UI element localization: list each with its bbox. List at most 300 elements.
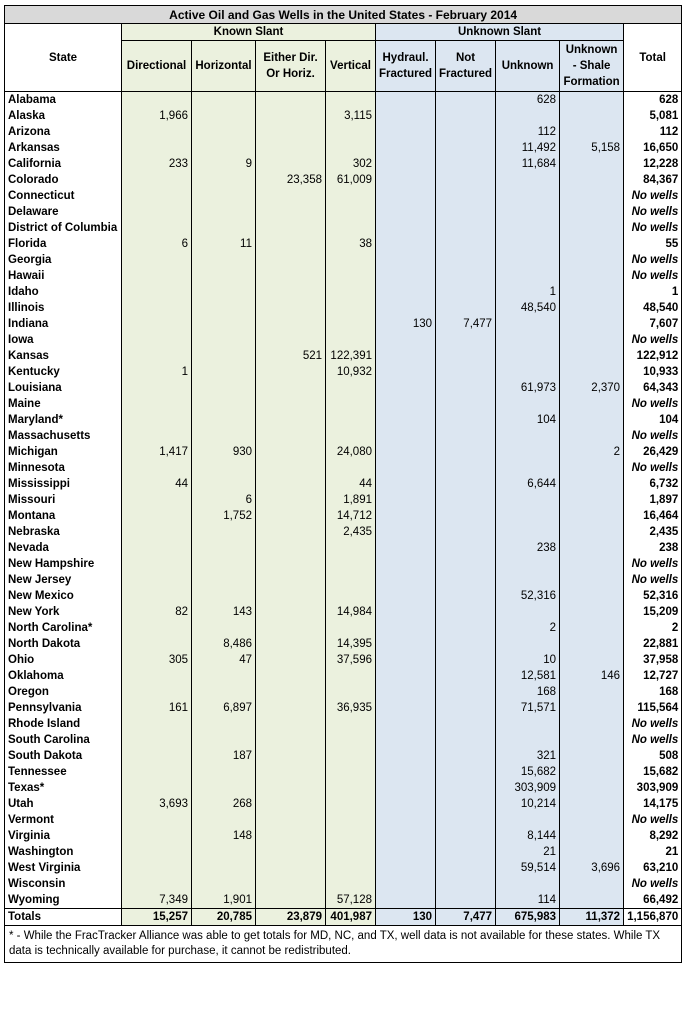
totals-row bbox=[5, 909, 682, 926]
value-cell bbox=[256, 700, 326, 716]
table-row bbox=[5, 332, 682, 348]
table-row bbox=[5, 220, 682, 236]
value-cell bbox=[326, 572, 376, 588]
value-cell bbox=[256, 428, 326, 444]
value-cell bbox=[376, 412, 436, 428]
value-cell bbox=[560, 220, 624, 236]
value-cell bbox=[256, 828, 326, 844]
value-cell bbox=[376, 332, 436, 348]
table-row bbox=[5, 300, 682, 316]
total-header: Total bbox=[624, 24, 682, 92]
value-cell bbox=[376, 140, 436, 156]
value-cell bbox=[436, 780, 496, 796]
table-row bbox=[5, 716, 682, 732]
total-cell: 7,477 bbox=[436, 909, 496, 926]
table-row bbox=[5, 636, 682, 652]
value-cell: 38 bbox=[326, 236, 376, 252]
table-row bbox=[5, 844, 682, 860]
table-row bbox=[5, 540, 682, 556]
row-total: 2 bbox=[624, 620, 682, 636]
row-total: 122,912 bbox=[624, 348, 682, 364]
state-name: Rhode Island bbox=[5, 716, 122, 732]
value-cell: 321 bbox=[496, 748, 560, 764]
table-row bbox=[5, 92, 682, 109]
table-row bbox=[5, 188, 682, 204]
value-cell bbox=[436, 444, 496, 460]
value-cell: 146 bbox=[560, 668, 624, 684]
value-cell bbox=[560, 476, 624, 492]
value-cell bbox=[376, 668, 436, 684]
value-cell: 521 bbox=[256, 348, 326, 364]
value-cell: 2 bbox=[560, 444, 624, 460]
value-cell bbox=[192, 844, 256, 860]
value-cell bbox=[560, 396, 624, 412]
state-name: Louisiana bbox=[5, 380, 122, 396]
value-cell bbox=[496, 460, 560, 476]
state-name: Washington bbox=[5, 844, 122, 860]
value-cell bbox=[256, 876, 326, 892]
row-total: 7,607 bbox=[624, 316, 682, 332]
value-cell bbox=[326, 588, 376, 604]
row-total: 84,367 bbox=[624, 172, 682, 188]
value-cell: 57,128 bbox=[326, 892, 376, 909]
value-cell bbox=[122, 812, 192, 828]
value-cell bbox=[560, 620, 624, 636]
value-cell bbox=[192, 860, 256, 876]
value-cell: 1,901 bbox=[192, 892, 256, 909]
table-row bbox=[5, 268, 682, 284]
value-cell bbox=[256, 268, 326, 284]
wells-table-container bbox=[4, 5, 682, 963]
value-cell bbox=[560, 508, 624, 524]
value-cell bbox=[560, 812, 624, 828]
state-name: Maine bbox=[5, 396, 122, 412]
value-cell: 3,115 bbox=[326, 108, 376, 124]
value-cell bbox=[560, 156, 624, 172]
value-cell bbox=[256, 652, 326, 668]
value-cell: 61,009 bbox=[326, 172, 376, 188]
row-total: 5,081 bbox=[624, 108, 682, 124]
value-cell bbox=[560, 876, 624, 892]
table-row bbox=[5, 524, 682, 540]
value-cell bbox=[376, 860, 436, 876]
value-cell bbox=[192, 332, 256, 348]
value-cell bbox=[122, 764, 192, 780]
value-cell bbox=[560, 556, 624, 572]
value-cell bbox=[326, 300, 376, 316]
value-cell bbox=[192, 380, 256, 396]
total-cell: 23,879 bbox=[256, 909, 326, 926]
value-cell bbox=[326, 204, 376, 220]
value-cell bbox=[496, 396, 560, 412]
value-cell: 8,144 bbox=[496, 828, 560, 844]
value-cell bbox=[436, 396, 496, 412]
value-cell bbox=[376, 380, 436, 396]
value-cell bbox=[376, 828, 436, 844]
value-cell bbox=[192, 588, 256, 604]
value-cell bbox=[122, 332, 192, 348]
value-cell bbox=[560, 268, 624, 284]
value-cell bbox=[496, 236, 560, 252]
value-cell bbox=[376, 236, 436, 252]
value-cell bbox=[496, 204, 560, 220]
value-cell bbox=[122, 348, 192, 364]
value-cell: 44 bbox=[326, 476, 376, 492]
value-cell bbox=[326, 268, 376, 284]
value-cell bbox=[192, 428, 256, 444]
value-cell bbox=[122, 588, 192, 604]
value-cell bbox=[122, 460, 192, 476]
value-cell bbox=[376, 252, 436, 268]
value-cell bbox=[376, 620, 436, 636]
col-hydraul-fractured: Hydraul. Fractured bbox=[376, 41, 436, 92]
table-row bbox=[5, 284, 682, 300]
value-cell bbox=[192, 716, 256, 732]
value-cell bbox=[560, 108, 624, 124]
value-cell bbox=[256, 572, 326, 588]
value-cell: 7,349 bbox=[122, 892, 192, 909]
value-cell bbox=[376, 284, 436, 300]
value-cell bbox=[560, 412, 624, 428]
value-cell bbox=[122, 828, 192, 844]
value-cell: 14,984 bbox=[326, 604, 376, 620]
table-row bbox=[5, 396, 682, 412]
row-total: No wells bbox=[624, 252, 682, 268]
value-cell bbox=[436, 700, 496, 716]
value-cell bbox=[192, 764, 256, 780]
value-cell bbox=[560, 604, 624, 620]
value-cell bbox=[496, 636, 560, 652]
value-cell bbox=[436, 588, 496, 604]
state-name: Nebraska bbox=[5, 524, 122, 540]
value-cell bbox=[326, 380, 376, 396]
value-cell bbox=[436, 236, 496, 252]
row-total: No wells bbox=[624, 876, 682, 892]
state-name: Minnesota bbox=[5, 460, 122, 476]
value-cell bbox=[326, 556, 376, 572]
state-name: Wyoming bbox=[5, 892, 122, 909]
row-total: 12,228 bbox=[624, 156, 682, 172]
value-cell bbox=[376, 892, 436, 909]
value-cell bbox=[256, 604, 326, 620]
state-name: Virginia bbox=[5, 828, 122, 844]
value-cell: 5,158 bbox=[560, 140, 624, 156]
state-name: North Dakota bbox=[5, 636, 122, 652]
value-cell bbox=[436, 604, 496, 620]
value-cell bbox=[122, 684, 192, 700]
value-cell bbox=[192, 204, 256, 220]
value-cell bbox=[122, 716, 192, 732]
row-total: 37,958 bbox=[624, 652, 682, 668]
value-cell bbox=[436, 524, 496, 540]
state-name: Indiana bbox=[5, 316, 122, 332]
value-cell: 305 bbox=[122, 652, 192, 668]
value-cell: 3,696 bbox=[560, 860, 624, 876]
value-cell bbox=[256, 156, 326, 172]
value-cell bbox=[326, 316, 376, 332]
value-cell bbox=[436, 876, 496, 892]
value-cell bbox=[436, 508, 496, 524]
value-cell: 14,712 bbox=[326, 508, 376, 524]
value-cell bbox=[560, 844, 624, 860]
value-cell bbox=[376, 684, 436, 700]
value-cell bbox=[122, 668, 192, 684]
value-cell bbox=[192, 124, 256, 140]
value-cell bbox=[436, 668, 496, 684]
value-cell bbox=[326, 220, 376, 236]
value-cell bbox=[256, 284, 326, 300]
value-cell: 1,752 bbox=[192, 508, 256, 524]
value-cell bbox=[192, 140, 256, 156]
value-cell bbox=[122, 844, 192, 860]
value-cell bbox=[122, 860, 192, 876]
row-total: 22,881 bbox=[624, 636, 682, 652]
table-row bbox=[5, 764, 682, 780]
value-cell bbox=[436, 860, 496, 876]
value-cell: 104 bbox=[496, 412, 560, 428]
value-cell: 143 bbox=[192, 604, 256, 620]
table-row bbox=[5, 108, 682, 124]
state-name: South Carolina bbox=[5, 732, 122, 748]
value-cell bbox=[326, 396, 376, 412]
value-cell bbox=[436, 748, 496, 764]
row-total: 66,492 bbox=[624, 892, 682, 909]
table-row bbox=[5, 348, 682, 364]
value-cell bbox=[496, 316, 560, 332]
value-cell bbox=[376, 588, 436, 604]
value-cell bbox=[192, 364, 256, 380]
state-name: Vermont bbox=[5, 812, 122, 828]
table-row bbox=[5, 380, 682, 396]
state-name: North Carolina* bbox=[5, 620, 122, 636]
value-cell bbox=[436, 556, 496, 572]
value-cell: 168 bbox=[496, 684, 560, 700]
value-cell bbox=[192, 476, 256, 492]
value-cell: 6,897 bbox=[192, 700, 256, 716]
value-cell bbox=[496, 524, 560, 540]
value-cell bbox=[436, 540, 496, 556]
value-cell bbox=[436, 572, 496, 588]
table-row bbox=[5, 316, 682, 332]
table-row bbox=[5, 668, 682, 684]
value-cell: 9 bbox=[192, 156, 256, 172]
table-row bbox=[5, 252, 682, 268]
value-cell bbox=[326, 124, 376, 140]
value-cell bbox=[256, 492, 326, 508]
value-cell bbox=[436, 428, 496, 444]
row-total: 112 bbox=[624, 124, 682, 140]
value-cell bbox=[122, 252, 192, 268]
value-cell bbox=[326, 780, 376, 796]
value-cell bbox=[192, 316, 256, 332]
value-cell bbox=[256, 892, 326, 909]
value-cell bbox=[436, 828, 496, 844]
row-total: 12,727 bbox=[624, 668, 682, 684]
row-total: 16,464 bbox=[624, 508, 682, 524]
value-cell bbox=[436, 220, 496, 236]
value-cell bbox=[326, 252, 376, 268]
table-row bbox=[5, 172, 682, 188]
value-cell bbox=[436, 764, 496, 780]
state-name: Arkansas bbox=[5, 140, 122, 156]
value-cell bbox=[560, 236, 624, 252]
state-name: Illinois bbox=[5, 300, 122, 316]
row-total: No wells bbox=[624, 332, 682, 348]
value-cell bbox=[376, 780, 436, 796]
value-cell bbox=[436, 716, 496, 732]
value-cell bbox=[122, 876, 192, 892]
value-cell bbox=[256, 796, 326, 812]
state-name: Texas* bbox=[5, 780, 122, 796]
value-cell bbox=[122, 620, 192, 636]
value-cell: 52,316 bbox=[496, 588, 560, 604]
footnote: * - While the FracTracker Alliance was able to get totals for MD, NC, and TX, well data is not available for these states. While TX data is technically available for purchase, it cannot be redistributed. bbox=[5, 926, 682, 963]
value-cell bbox=[122, 780, 192, 796]
state-name: Oklahoma bbox=[5, 668, 122, 684]
value-cell: 44 bbox=[122, 476, 192, 492]
value-cell bbox=[560, 636, 624, 652]
state-name: Nevada bbox=[5, 540, 122, 556]
value-cell bbox=[560, 172, 624, 188]
row-total: No wells bbox=[624, 572, 682, 588]
value-cell bbox=[122, 572, 192, 588]
col-vertical: Vertical bbox=[326, 41, 376, 92]
table-row bbox=[5, 876, 682, 892]
value-cell bbox=[192, 684, 256, 700]
value-cell bbox=[560, 348, 624, 364]
state-name: Utah bbox=[5, 796, 122, 812]
state-name: New York bbox=[5, 604, 122, 620]
value-cell bbox=[560, 300, 624, 316]
value-cell bbox=[122, 124, 192, 140]
state-name: District of Columbia bbox=[5, 220, 122, 236]
value-cell bbox=[376, 156, 436, 172]
value-cell bbox=[326, 92, 376, 109]
value-cell bbox=[192, 572, 256, 588]
value-cell: 23,358 bbox=[256, 172, 326, 188]
col-either: Either Dir. Or Horiz. bbox=[256, 41, 326, 92]
value-cell: 11 bbox=[192, 236, 256, 252]
value-cell bbox=[326, 732, 376, 748]
table-row bbox=[5, 620, 682, 636]
value-cell bbox=[376, 524, 436, 540]
value-cell bbox=[122, 412, 192, 428]
value-cell bbox=[436, 796, 496, 812]
state-name: Alaska bbox=[5, 108, 122, 124]
state-name: Idaho bbox=[5, 284, 122, 300]
table-row bbox=[5, 444, 682, 460]
value-cell bbox=[436, 380, 496, 396]
value-cell bbox=[256, 220, 326, 236]
value-cell bbox=[560, 460, 624, 476]
value-cell bbox=[560, 188, 624, 204]
value-cell bbox=[560, 204, 624, 220]
value-cell bbox=[122, 172, 192, 188]
value-cell bbox=[376, 444, 436, 460]
state-name: Tennessee bbox=[5, 764, 122, 780]
value-cell bbox=[192, 252, 256, 268]
value-cell: 24,080 bbox=[326, 444, 376, 460]
value-cell bbox=[560, 428, 624, 444]
value-cell: 21 bbox=[496, 844, 560, 860]
value-cell bbox=[436, 636, 496, 652]
table-row bbox=[5, 892, 682, 909]
value-cell: 233 bbox=[122, 156, 192, 172]
value-cell bbox=[560, 284, 624, 300]
row-total: 64,343 bbox=[624, 380, 682, 396]
state-name: Oregon bbox=[5, 684, 122, 700]
value-cell bbox=[560, 732, 624, 748]
table-row bbox=[5, 412, 682, 428]
value-cell bbox=[560, 828, 624, 844]
value-cell bbox=[256, 476, 326, 492]
value-cell bbox=[192, 460, 256, 476]
value-cell: 2,370 bbox=[560, 380, 624, 396]
value-cell bbox=[256, 204, 326, 220]
value-cell: 10,214 bbox=[496, 796, 560, 812]
col-not-fractured: Not Fractured bbox=[436, 41, 496, 92]
value-cell: 6 bbox=[192, 492, 256, 508]
row-total: No wells bbox=[624, 716, 682, 732]
value-cell: 11,492 bbox=[496, 140, 560, 156]
value-cell: 8,486 bbox=[192, 636, 256, 652]
value-cell bbox=[376, 364, 436, 380]
value-cell: 12,581 bbox=[496, 668, 560, 684]
value-cell bbox=[122, 188, 192, 204]
state-name: Connecticut bbox=[5, 188, 122, 204]
value-cell: 130 bbox=[376, 316, 436, 332]
value-cell bbox=[376, 492, 436, 508]
value-cell bbox=[122, 748, 192, 764]
value-cell bbox=[376, 572, 436, 588]
value-cell bbox=[256, 444, 326, 460]
state-name: New Hampshire bbox=[5, 556, 122, 572]
value-cell bbox=[376, 476, 436, 492]
value-cell bbox=[192, 284, 256, 300]
total-cell: 401,987 bbox=[326, 909, 376, 926]
value-cell bbox=[376, 652, 436, 668]
value-cell bbox=[376, 732, 436, 748]
value-cell bbox=[436, 108, 496, 124]
value-cell bbox=[496, 268, 560, 284]
table-row bbox=[5, 204, 682, 220]
table-row bbox=[5, 140, 682, 156]
value-cell bbox=[560, 492, 624, 508]
state-name: Montana bbox=[5, 508, 122, 524]
value-cell: 36,935 bbox=[326, 700, 376, 716]
value-cell: 1 bbox=[496, 284, 560, 300]
value-cell bbox=[192, 876, 256, 892]
value-cell bbox=[122, 540, 192, 556]
table-row bbox=[5, 156, 682, 172]
row-total: 15,209 bbox=[624, 604, 682, 620]
value-cell bbox=[376, 348, 436, 364]
value-cell bbox=[376, 812, 436, 828]
value-cell bbox=[256, 140, 326, 156]
value-cell bbox=[256, 668, 326, 684]
col-unknown-shale: Unknown - Shale Formation bbox=[560, 41, 624, 92]
value-cell bbox=[436, 124, 496, 140]
value-cell bbox=[326, 412, 376, 428]
value-cell bbox=[436, 188, 496, 204]
state-name: Missouri bbox=[5, 492, 122, 508]
value-cell bbox=[122, 524, 192, 540]
row-total: No wells bbox=[624, 460, 682, 476]
value-cell bbox=[496, 364, 560, 380]
value-cell bbox=[192, 668, 256, 684]
value-cell bbox=[560, 524, 624, 540]
value-cell bbox=[376, 700, 436, 716]
